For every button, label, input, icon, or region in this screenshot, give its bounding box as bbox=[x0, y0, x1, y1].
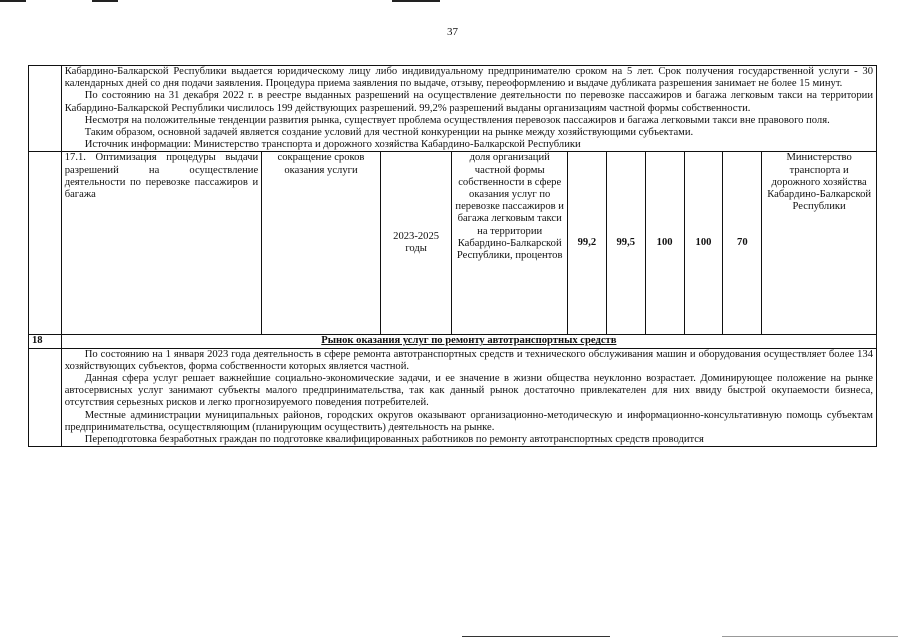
paragraph: По состоянию на 1 января 2023 года деятельность в сфере ремонта автотранспортных средств и технического обслуживания машин и оборудования осуществляет более 134 хозяйствующих субъектов, форма собственности которых является частной. bbox=[64, 348, 873, 372]
indicator-value: 99,5 bbox=[606, 152, 645, 335]
paragraph: Таким образом, основной задачей является создание условий для честной конкуренции на рынке между хозяйствующими субъектами. bbox=[84, 127, 694, 139]
measure-name: 17.1. Оптимизация процедуры выдачи разрешений на осуществление деятельности по перевозке пассажиров и багажа bbox=[61, 152, 261, 335]
section-text-row bbox=[29, 348, 877, 447]
measure-row bbox=[29, 152, 877, 335]
document-table bbox=[28, 65, 877, 447]
scan-artifact-line bbox=[462, 636, 610, 637]
scan-artifact-line bbox=[392, 0, 440, 2]
paragraph: Местные администрации муниципальных районов, городских округов оказывают организационно-методическую и информационно-консультативную помощь субъектам предпринимательства, осуществляющим (планирующим осуществить) деятельность на рынке. bbox=[64, 409, 873, 433]
intro-text bbox=[61, 66, 876, 152]
row-number-cell bbox=[29, 152, 62, 335]
indicator-value: 99,2 bbox=[567, 152, 606, 335]
paragraph: Кабардино-Балкарской Республики выдается юридическому лицу либо индивидуальному предпринимателю сроком на 5 лет. Срок получения государственной услуги - 30 календарных дней со дня подачи заявления. Процедура приема заявления по выдаче, отзыву, переоформлению и выдаче дубликата разрешения занимает не более 15 минут. bbox=[64, 66, 873, 90]
row-number-cell bbox=[29, 348, 62, 447]
section-title: Рынок оказания услуг по ремонту автотранспортных средств bbox=[61, 335, 876, 348]
indicator-value: 100 bbox=[645, 152, 684, 335]
responsible-executor: Министерство транспорта и дорожного хозяйства Кабардино-Балкарской Республики bbox=[762, 152, 877, 335]
paragraph: Переподготовка безработных граждан по подготовке квалифицированных работников по ремонту автотранспортных средств проводится bbox=[84, 434, 704, 446]
section-text bbox=[61, 348, 876, 447]
indicator-value: 70 bbox=[723, 152, 762, 335]
expected-result: сокращение сроков оказания услуги bbox=[262, 152, 381, 335]
scan-artifact-line bbox=[0, 0, 26, 2]
paragraph: Данная сфера услуг решает важнейшие социально-экономические задачи, и ее значение в жизни общества неуклонно возрастает. Доминирующее положение на рынке автосервисных услуг занимают субъекты малого предпринимательства, так как данный рынок достаточно привлекателен для них ввиду быстрой окупаемости бизнеса, отсутствия серьезных рисков и легко прогнозируемого поведения потребителей. bbox=[64, 373, 873, 409]
paragraph: По состоянию на 31 декабря 2022 г. в реестре выданных разрешений на осуществление деятельности по перевозке пассажиров и багажа легковым такси на территории Кабардино-Балкарской Республики числилось 199 действующих разрешений. 99,2% разрешений выданы организациям частной формы собственности. bbox=[64, 90, 873, 114]
implementation-period: 2023-2025 годы bbox=[380, 152, 452, 335]
section-header-row bbox=[29, 335, 877, 348]
scan-artifact-line bbox=[92, 0, 118, 2]
section-number: 18 bbox=[29, 335, 62, 348]
indicator-name: доля организаций частной формы собственности в сфере оказания услуг по перевозке пассажиров и багажа легковым такси на территории Кабардино-Балкарской Республики, процентов bbox=[452, 152, 568, 335]
scan-artifact-line bbox=[722, 636, 898, 637]
page-number: 37 bbox=[447, 26, 458, 38]
indicator-value: 100 bbox=[684, 152, 723, 335]
intro-row bbox=[29, 66, 877, 152]
row-number-cell bbox=[29, 66, 62, 152]
paragraph: Несмотря на положительные тенденции развития рынка, существует проблема осуществления перевозок пассажиров и багажа легковыми такси вне правового поля. bbox=[84, 114, 830, 126]
source-note: Источник информации: Министерство транспорта и дорожного хозяйства Кабардино-Балкарской Республики bbox=[84, 139, 581, 151]
